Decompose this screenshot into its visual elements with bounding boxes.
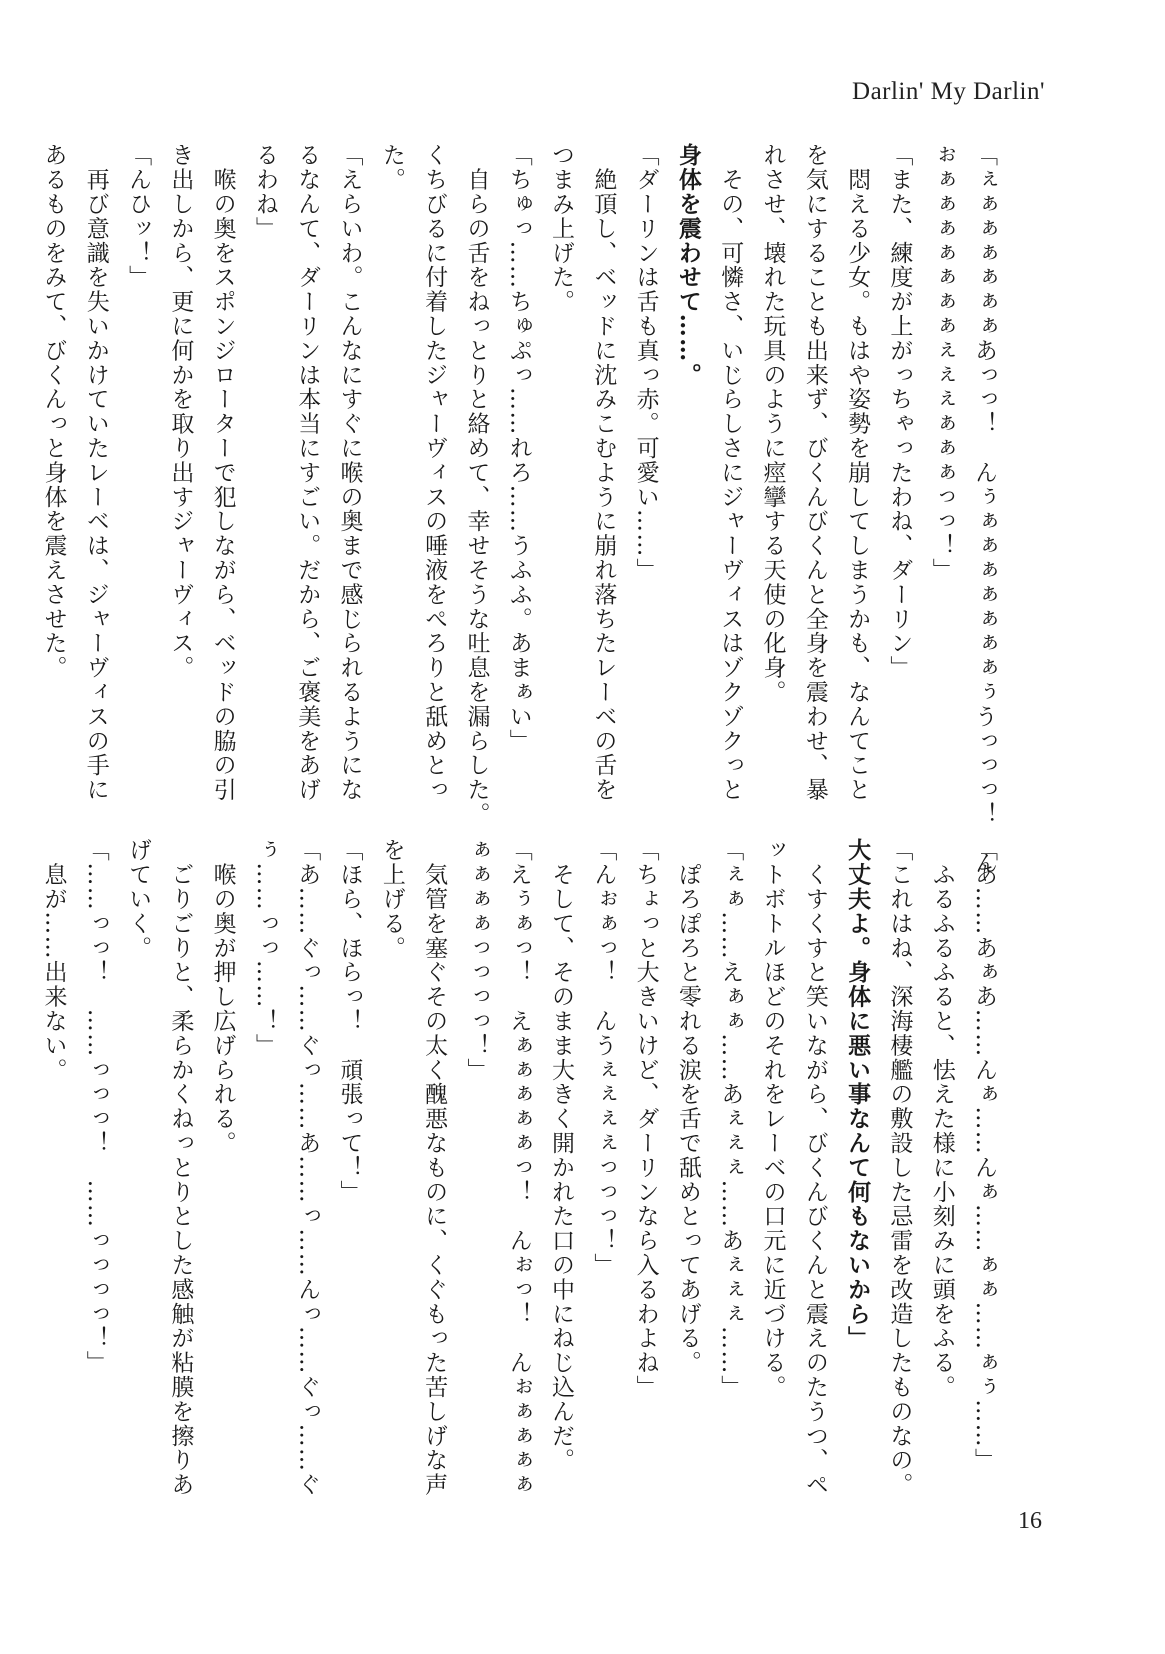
text-line: ぽろぽろと零れる涙を舌で舐めとってあげる。 (674, 838, 701, 1375)
text-line: 身体を震わせて……。 (674, 143, 702, 387)
text-line: 喉の奥が押し広げられる。 (209, 838, 236, 1156)
text-line: 「ぇぁ……えぁぁ……あぇぇぇ……あぇぇぇ……」 (717, 838, 744, 1400)
text-line: 「えぅぁっ！ えぁぁぁぁぁっ！ んぉっ！ んぉぁぁぁぁ (505, 838, 532, 1497)
text-line: を上げる。 (378, 838, 405, 960)
text-line: 「ダーリンは舌も真っ赤。可愛い……」 (632, 143, 659, 583)
text-line: き出しから、更に何かを取り出すジャーヴィス。 (167, 143, 194, 680)
text-line: 「んぉぁっ！ んうぇぇぇぇっっっ！」 (590, 838, 617, 1278)
text-line: 喉の奥をスポンジローターで犯しながら、ベッドの脇の引 (209, 143, 236, 802)
text-line: 息が……出来ない。 (40, 838, 67, 1082)
text-line: あるものをみて、びくんっと身体を震えさせた。 (40, 143, 67, 680)
text-line: 「……っっ！ ……っっっ！ ……っっっっ！」 (82, 838, 109, 1375)
text-line: 「あ……ぐっ……ぐっ……あ……っ……んっ……ぐっ……ぐ (294, 838, 321, 1497)
text-line: 大丈夫よ。身体に悪い事なんて何もないから」 (844, 838, 872, 1351)
text-line: げていく。 (125, 838, 152, 960)
running-header-title: Darlin' My Darlin' (852, 78, 1045, 105)
text-line: 「ぇぁぁぁぁぁぁあっっ！ んぅぁぁぁぁぁぁぁぅうっっっ！ ん (971, 143, 997, 875)
text-line: その、可憐さ、いじらしさにジャーヴィスはゾクゾクっと (717, 143, 744, 802)
text-line: つまみ上げた。 (548, 143, 575, 314)
text-line: 悶える少女。もはや姿勢を崩してしまうかも、なんてこと (844, 143, 871, 802)
text-block-top (40, 143, 1005, 875)
text-line: 「ちょっと大きいけど、ダーリンなら入るわよね」 (632, 838, 659, 1400)
text-line: 「また、練度が上がっちゃったわね、ダーリン」 (886, 143, 913, 680)
text-line: ぁぁぁぁっっっっ！」 (463, 838, 490, 1082)
text-line: 「ほら、ほらっ！ 頑張って！」 (336, 838, 363, 1204)
text-line: そして、そのまま大きく開かれた口の中にねじ込んだ。 (548, 838, 575, 1473)
text-line: 「んひッ！」 (125, 143, 152, 290)
text-line: くすくすと笑いながら、びくんびくんと震えのたうつ、ペ (801, 838, 828, 1497)
text-line: ットボトルほどのそれをレーベの口元に近づける。 (759, 838, 786, 1400)
text-line: 再び意識を失いかけていたレーベは、ジャーヴィスの手に (82, 143, 109, 802)
text-block-bottom (40, 838, 1005, 1497)
text-line: 自らの舌をねっとりと絡めて、幸せそうな吐息を漏らした。 (463, 143, 490, 827)
text-line: ぉぁぁぁぁぁぁぁぇぇぇぁぁぁっっ！」 (928, 143, 955, 583)
text-line: 「ちゅっ……ちゅぷっ……れろ……うふふ。あまぁい」 (505, 143, 532, 753)
text-line: 気管を塞ぐその太く醜悪なものに、くぐもった苦しげな声 (421, 838, 448, 1497)
page-number: 16 (1018, 1508, 1042, 1534)
text-line: を気にすることも出来ず、びくんびくんと全身を震わせ、暴 (801, 143, 828, 802)
text-line: くちびるに付着したジャーヴィスの唾液をぺろりと舐めとっ (421, 143, 448, 802)
text-line: 「これはね、深海棲艦の敷設した忌雷を改造したものなの。 (886, 838, 913, 1497)
text-line: るなんて、ダーリンは本当にすごい。だから、ご褒美をあげ (294, 143, 321, 802)
text-line: ごりごりと、柔らかくねっとりとした感触が粘膜を擦りあ (167, 838, 194, 1497)
text-line: るわね」 (251, 143, 278, 241)
text-line: 「えらいわ。こんなにすぐに喉の奥まで感じられるようにな (336, 143, 363, 802)
text-line: ふるふるふると、怯えた様に小刻みに頭をふる。 (928, 838, 955, 1400)
text-line: れさせ、壊れた玩具のように痙攣する天使の化身。 (759, 143, 786, 705)
text-line: ぅ……っっ……！」 (251, 838, 278, 1058)
text-line: た。 (378, 143, 405, 192)
text-line: 絶頂し、ベッドに沈みこむように崩れ落ちたレーベの舌を (590, 143, 617, 802)
text-line: 「あ……あぁあ……んぁ……んぁ……ぁぁ……ぁぅ……」 (971, 838, 997, 1473)
